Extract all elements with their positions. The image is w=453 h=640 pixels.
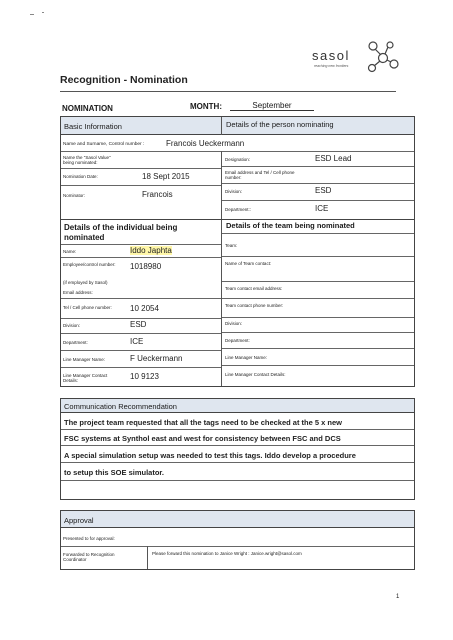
team-division-label: Division: — [225, 321, 243, 326]
presented-for-approval-label: Presented to for approval: — [63, 536, 115, 541]
team-phone-label: Team contact phone number: — [225, 303, 284, 308]
team-email-label: Team contact email address: — [225, 286, 283, 291]
department-value[interactable]: ICE — [315, 204, 329, 213]
row-separator — [61, 333, 221, 334]
sasol-logo-icon — [364, 38, 402, 76]
approval-header-bar — [61, 511, 414, 528]
row-separator — [61, 480, 414, 481]
forwarded-instruction: Please forward this nomination to Janice Wright : Janice.wright@sasol.com — [152, 551, 302, 556]
month-value[interactable]: September — [230, 101, 314, 111]
team-heading: Details of the team being nominated — [226, 221, 355, 230]
document-title: Recognition - Nomination — [60, 74, 188, 86]
title-rule — [60, 91, 396, 92]
month-label: MONTH: — [190, 102, 222, 111]
row-separator — [61, 168, 221, 169]
team-manager-label: Line Manager Name: — [225, 355, 268, 360]
sasol-value-label: Name the "Sasol Value" being nominated: — [63, 155, 111, 166]
name-control-value[interactable]: Francois Ueckermann — [166, 139, 245, 148]
name-control-label: Name and Surname, Control number : — [63, 142, 145, 147]
row-separator — [222, 348, 414, 349]
nominator-label: Nominator: — [63, 193, 86, 198]
nomination-date-label: Nomination Date: — [63, 174, 98, 179]
team-contact-label: Name of Team contact: — [225, 261, 272, 266]
scan-mark — [30, 14, 34, 15]
employee-number-value[interactable]: 1018980 — [130, 262, 162, 271]
line-manager-contact-value[interactable]: 10 9123 — [130, 372, 159, 381]
row-separator — [61, 445, 414, 446]
row-separator — [222, 332, 414, 333]
row-separator — [61, 546, 414, 547]
basic-info-heading: Basic Information — [64, 122, 122, 131]
top-table-divider — [221, 117, 222, 135]
forwarded-coordinator-label: Forwarded to Recognition Coordinator — [63, 552, 115, 563]
nomination-date-value[interactable]: 18 Sept 2015 — [142, 172, 190, 181]
individual-email-label: Email address: — [63, 290, 93, 295]
team-label: Team: — [225, 243, 238, 248]
row-separator — [222, 365, 414, 366]
designation-value[interactable]: ESD Lead — [315, 154, 352, 163]
individual-name-value[interactable]: Iddo Japhta — [130, 246, 172, 255]
sasol-logo-tagline: reaching new frontiers — [314, 64, 349, 68]
person-nominating-heading: Details of the person nominating — [226, 120, 334, 129]
individual-name-label: Name: — [63, 249, 77, 254]
row-separator — [61, 244, 221, 245]
individual-division-value[interactable]: ESD — [130, 320, 147, 329]
page-number: 1 — [396, 594, 400, 600]
nomination-label: NOMINATION — [62, 104, 113, 113]
individual-heading: Details of the individual being nominated — [64, 223, 178, 242]
line-manager-label: Line Manager Name: — [63, 357, 106, 362]
top-table-divider — [221, 151, 222, 219]
division-value[interactable]: ESD — [315, 186, 332, 195]
designation-label: Designation: — [225, 157, 251, 162]
department-label: Department:: — [225, 207, 252, 212]
division-label: Division: — [225, 189, 243, 194]
row-separator — [61, 462, 414, 463]
individual-tel-label: Tel / Cell phone number: — [63, 305, 112, 310]
line-manager-contact-label: Line Manager Contact Details: — [63, 373, 108, 384]
individual-division-label: Division: — [63, 323, 81, 328]
row-separator — [222, 256, 414, 257]
sasol-logo-wordmark: sasol — [312, 48, 350, 63]
row-separator — [222, 166, 414, 167]
row-separator — [61, 257, 221, 258]
row-separator — [222, 233, 414, 234]
row-separator — [222, 298, 414, 299]
communication-line: The project team requested that all the tags need to be checked at the 5 x new — [64, 418, 342, 427]
employee-number-label: Employee/control number: — [63, 262, 116, 267]
row-separator — [222, 200, 414, 201]
team-department-label: Department: — [225, 338, 250, 343]
row-separator — [61, 429, 414, 430]
email-tel-label: Email address and Tel / Cell phone number: — [225, 170, 295, 181]
team-manager-contact-label: Line Manager Contact Details: — [225, 372, 286, 377]
individual-department-label: Department: — [63, 340, 88, 345]
communication-box — [60, 398, 415, 500]
communication-line: to setup this SOE simulator. — [64, 468, 165, 477]
row-separator — [222, 281, 414, 282]
employee-number-note: (if employed by Sasol) — [63, 280, 108, 285]
communication-heading: Communication Recommendation — [64, 402, 177, 411]
row-separator — [222, 317, 414, 318]
communication-line: A special simulation setup was needed to test this tags. Iddo develop a procedure — [64, 451, 356, 460]
individual-tel-value[interactable]: 10 2054 — [130, 304, 159, 313]
row-separator — [61, 367, 221, 368]
communication-line: FSC systems at Synthol east and west for consistency between FSC and DCS — [64, 434, 341, 443]
line-manager-value[interactable]: F Ueckermann — [130, 354, 183, 363]
scan-mark — [42, 12, 44, 13]
row-separator — [61, 185, 221, 186]
approval-heading: Approval — [64, 516, 94, 525]
middle-table-divider — [221, 220, 222, 386]
nominator-value[interactable]: Francois — [142, 190, 173, 199]
row-separator — [61, 350, 221, 351]
row-separator — [61, 298, 221, 299]
row-separator — [61, 151, 414, 152]
row-separator — [222, 183, 414, 184]
individual-department-value[interactable]: ICE — [130, 337, 144, 346]
approval-divider — [147, 546, 148, 569]
row-separator — [61, 318, 221, 319]
